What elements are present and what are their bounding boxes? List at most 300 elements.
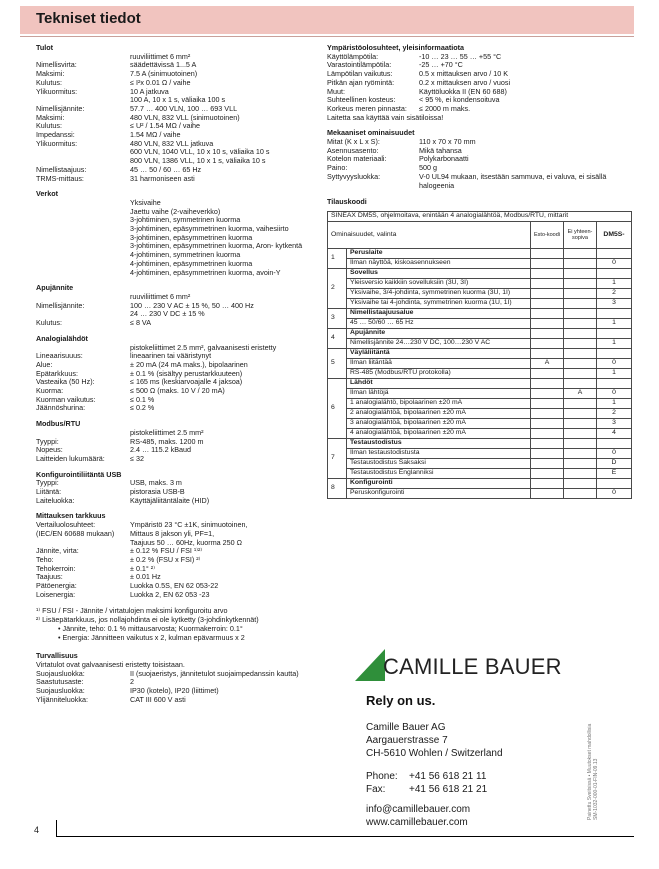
order-option-row — [328, 298, 632, 308]
spec-value: ± 0.12 % FSU / FSI ¹⁾²⁾ — [130, 546, 203, 556]
order-option-row — [328, 318, 632, 328]
order-cell-empty — [597, 248, 632, 258]
spec-row — [36, 497, 306, 506]
spec-label: Ylikuormitus: — [36, 138, 78, 148]
order-option-incompatible — [564, 398, 597, 408]
spec-section — [36, 190, 306, 277]
order-cell-empty — [564, 308, 597, 318]
spec-value: II (suojaeristys, jännitetulot suojaimpedanssin kautta) — [130, 668, 299, 678]
spec-label: Pitkän ajan ryömintä: — [327, 77, 395, 87]
order-option-block — [531, 368, 564, 378]
order-option-code: 4 — [597, 428, 632, 438]
phone-number: +41 56 618 21 11 — [409, 771, 487, 782]
order-group-title: Lähdöt — [347, 378, 531, 388]
order-option-code: 1 — [597, 278, 632, 288]
order-option-incompatible — [564, 258, 597, 268]
spec-value: ≤ 2000 m maks. — [419, 103, 471, 113]
spec-label: Maksimi: — [36, 112, 65, 122]
spec-label: Impedanssi: — [36, 130, 75, 140]
order-option-incompatible — [564, 488, 597, 498]
order-option-row — [328, 428, 632, 438]
order-option-row — [328, 368, 632, 378]
spec-value: ± 0.2 % (FSU x FSI) ²⁾ — [130, 554, 201, 564]
spec-value: ≤ 0.1 % — [130, 394, 155, 404]
spec-value: Jaettu vaihe (2-vaiheverkko) — [130, 206, 221, 216]
spec-value: -25 … +70 °C — [419, 60, 463, 70]
order-option-incompatible — [564, 358, 597, 368]
spec-row — [327, 155, 632, 164]
spec-section — [36, 44, 306, 183]
spec-label: Liitäntä: — [36, 487, 62, 497]
address-line-1: Camille Bauer AG — [366, 722, 446, 733]
camille-bauer-logo-icon — [355, 649, 385, 681]
order-cell-empty — [564, 478, 597, 488]
order-option-code: 2 — [597, 288, 632, 298]
order-option-row — [328, 418, 632, 428]
spec-value: Käyttöluokka II (EN 60 688) — [419, 86, 507, 96]
order-group-title: Konfigurointi — [347, 478, 531, 488]
order-cell-empty — [564, 248, 597, 258]
order-cell-empty — [531, 478, 564, 488]
order-option-block — [531, 468, 564, 478]
spec-value: pistorasia USB-B — [130, 487, 185, 497]
spec-value: 45 … 50 / 60 … 65 Hz — [130, 164, 202, 174]
spec-label: Loisenergia: — [36, 589, 76, 599]
order-option-row — [328, 358, 632, 368]
spec-value: lineaarinen tai vääristynyt — [130, 351, 212, 361]
spec-value: 0.5 x mittauksen arvo / 10 K — [419, 69, 509, 79]
order-option-label: Yksivaihe tai 4-johdinta, symmetrinen kuorma (1U, 1I) — [347, 298, 531, 308]
spec-value: 2.4 … 115.2 kBaud — [130, 445, 192, 455]
spec-label — [36, 148, 130, 157]
order-group-number: 5 — [328, 348, 347, 378]
spec-label: Muut: — [327, 86, 345, 96]
order-cell-empty — [531, 248, 564, 258]
footnote-2: ²⁾ Lisäepätarkkuus, jos nollajohdinta ei ole kytketty (3-johdinkytkennät) — [36, 615, 259, 625]
spec-label — [36, 260, 130, 269]
spec-value: 4-johtiminen, epäsymmetrinen kuorma — [130, 258, 253, 268]
spec-label — [36, 234, 130, 243]
spec-value: 3-johtiminen, symmetrinen kuorma — [130, 215, 241, 225]
spec-label — [36, 225, 130, 234]
order-option-label: Testaustodistus Englanniksi — [347, 468, 531, 478]
spec-section — [36, 512, 306, 599]
order-group-row — [328, 328, 632, 338]
spec-value: 110 x 70 x 70 mm — [419, 137, 476, 147]
spec-label: Kulutus: — [36, 121, 62, 131]
spec-row — [36, 319, 306, 328]
spec-value: 4-johtiminen, epäsymmetrinen kuorma, avoin-Y — [130, 267, 281, 277]
order-option-label: Testaustodistus Saksaksi — [347, 458, 531, 468]
order-code-table — [327, 211, 632, 499]
spec-value: Luokka 0.5S, EN 62 053-22 — [130, 581, 219, 591]
order-option-block — [531, 398, 564, 408]
spec-value: ± 0.01 Hz — [130, 572, 161, 582]
order-option-block — [531, 298, 564, 308]
section-title: Mekaaniset ominaisuudet — [327, 128, 415, 138]
spec-value: 3-johtiminen, epäsymmetrinen kuorma, vaihesiirto — [130, 224, 289, 234]
spec-value: USB, maks. 3 m — [130, 478, 182, 488]
spec-value: Taajuus 50 … 60Hz, kuorma 250 Ω — [130, 537, 243, 547]
left-column — [36, 44, 306, 705]
company-address — [366, 721, 503, 760]
order-option-code: 0 — [597, 258, 632, 268]
footnote-2a: • Jännite, teho: 0.1 % mittausarvosta; Kuormakerroin: 0.1° — [58, 623, 243, 633]
spec-label: Käyttölämpötila: — [327, 51, 379, 61]
order-option-label: 2 analogialähtöä, bipolaarinen ±20 mA — [347, 408, 531, 418]
order-option-block: A — [531, 358, 564, 368]
order-option-code: 3 — [597, 298, 632, 308]
spec-row — [36, 556, 306, 565]
spec-value: 3-johtiminen, epäsymmetrinen kuorma — [130, 232, 253, 242]
spec-label: Maksimi: — [36, 69, 65, 79]
spec-label: Nimellisjännite: — [36, 103, 85, 113]
order-group-title: Sovellus — [347, 268, 531, 278]
footer-rule — [56, 836, 634, 837]
order-option-row — [328, 458, 632, 468]
spec-label: Jäännöshurina: — [36, 403, 86, 413]
order-option-code: E — [597, 468, 632, 478]
safety-rows — [36, 670, 306, 705]
order-option-code: 1 — [597, 318, 632, 328]
order-option-code: 0 — [597, 488, 632, 498]
spec-value: 600 VLN, 1040 VLL, 10 x 10 s, väliaika 10 s — [130, 147, 270, 157]
order-cell-empty — [597, 478, 632, 488]
order-option-label: 1 analogialähtö, bipolaarinen ±20 mA — [347, 398, 531, 408]
spec-section — [327, 44, 632, 122]
order-group-row — [328, 438, 632, 448]
spec-value: RS-485, maks. 1200 m — [130, 436, 204, 446]
order-option-code: 1 — [597, 338, 632, 348]
spec-label: Tehokerroin: — [36, 563, 76, 573]
spec-row — [36, 404, 306, 413]
spec-label: Kuorman vaikutus: — [36, 394, 96, 404]
spec-section — [327, 129, 632, 190]
spec-value: ± 0.1° ²⁾ — [130, 563, 155, 573]
order-cell-empty — [597, 378, 632, 388]
spec-value: 500 g — [419, 163, 437, 173]
order-cell-empty — [564, 438, 597, 448]
order-option-label: Yleisversio kaikkiin sovelluksiin (3U, 3I) — [347, 278, 531, 288]
phone-label: Phone: — [366, 771, 398, 782]
spec-value: 24 … 230 V DC ± 15 % — [130, 309, 205, 319]
section-title: Analogialähdöt — [36, 333, 88, 343]
order-title: Tilauskoodi — [327, 197, 367, 207]
spec-section — [36, 420, 306, 464]
address-line-3: CH-5610 Wohlen / Switzerland — [366, 748, 503, 759]
footnotes — [36, 607, 306, 642]
order-option-block — [531, 318, 564, 328]
order-option-block — [531, 448, 564, 458]
spec-value: 7.5 A (sinimuotoinen) — [130, 69, 198, 79]
order-option-code: 0 — [597, 388, 632, 398]
spec-value: 2 — [130, 677, 134, 687]
spec-row — [36, 269, 306, 278]
order-option-incompatible — [564, 288, 597, 298]
spec-label — [36, 216, 130, 225]
spec-value: 100 … 230 V AC ± 15 %, 50 … 400 Hz — [130, 300, 254, 310]
right-sections — [327, 44, 632, 190]
order-cell-empty — [597, 268, 632, 278]
spec-value: ruuviliittimet 6 mm² — [130, 51, 191, 61]
spec-label — [36, 242, 130, 251]
order-cell-empty — [564, 378, 597, 388]
spec-label: (IEC/EN 60688 mukaan) — [36, 528, 115, 538]
spec-label: Suojausluokka: — [36, 668, 85, 678]
page-header — [20, 6, 634, 34]
order-option-code: 0 — [597, 448, 632, 458]
right-column — [327, 44, 632, 499]
order-option-row — [328, 388, 632, 398]
spec-label: Ylijänniteluokka: — [36, 694, 88, 704]
safety-intro: Virtatulot ovat galvaanisesti eristetty toisistaan. — [36, 660, 185, 669]
order-group-row — [328, 248, 632, 258]
order-cell-empty — [531, 308, 564, 318]
order-option-code: 1 — [597, 398, 632, 408]
order-option-incompatible — [564, 338, 597, 348]
spec-row — [36, 455, 306, 464]
header-divider — [20, 36, 634, 37]
order-option-row — [328, 448, 632, 458]
order-header-features: Ominaisuudet, valinta — [328, 221, 531, 248]
spec-label: Teho: — [36, 554, 54, 564]
spec-value: säädettävissä 1...5 A — [130, 60, 197, 70]
order-header-incompatible: Ei yhteen-sopiva — [564, 221, 597, 248]
order-cell-empty — [531, 268, 564, 278]
order-option-incompatible — [564, 418, 597, 428]
section-title: Mittauksen tarkkuus — [36, 511, 106, 521]
section-title: Apujännite — [36, 283, 74, 293]
spec-value: ≤ U² / 1.54 MΩ / vaihe — [130, 121, 201, 131]
spec-label — [36, 269, 130, 278]
spec-label: Kotelon materiaali: — [327, 154, 387, 164]
order-option-row — [328, 398, 632, 408]
order-header-code: DM5S- — [597, 221, 632, 248]
order-option-code: 1 — [597, 368, 632, 378]
order-option-label: 3 analogialähtöä, bipolaarinen ±20 mA — [347, 418, 531, 428]
section-title: Ympäristöolosuhteet, yleisinformaatiota — [327, 43, 464, 52]
order-option-incompatible — [564, 408, 597, 418]
fax-label: Fax: — [366, 784, 386, 795]
spec-value: 480 VLN, 832 VLL (sinimuotoinen) — [130, 112, 240, 122]
spec-label: Nimellisvirta: — [36, 60, 77, 70]
order-option-code: 2 — [597, 408, 632, 418]
spec-value: ≤ 0.2 % — [130, 403, 155, 413]
spec-value: 31 harmoniseen asti — [130, 173, 195, 183]
order-group-row — [328, 478, 632, 488]
spec-value: 3-johtiminen, epäsymmetrinen kuorma, Aron- kytkentä — [130, 241, 303, 251]
order-option-code: D — [597, 458, 632, 468]
order-option-incompatible — [564, 368, 597, 378]
spec-label: Vasteaika (50 Hz): — [36, 377, 95, 387]
spec-value: ≤ 165 ms (keskiarvoajalle 4 jaksoa) — [130, 377, 243, 387]
spec-label: Alue: — [36, 359, 53, 369]
order-option-block — [531, 408, 564, 418]
spec-value: ≤ I²x 0.01 Ω / vaihe — [130, 77, 191, 87]
order-option-label: 45 … 50/60 … 65 Hz — [347, 318, 531, 328]
spec-value: ≤ 500 Ω (maks. 10 V / 20 mA) — [130, 386, 225, 396]
spec-label: Nimellistaajuus: — [36, 164, 87, 174]
order-group-row — [328, 378, 632, 388]
order-option-label: Peruskonfigurointi — [347, 488, 531, 498]
spec-label: Lämpötilan vaikutus: — [327, 69, 393, 79]
spec-value: -10 … 23 … 55 … +55 °C — [419, 51, 502, 61]
spec-label: Lineaarisuuus: — [36, 351, 83, 361]
order-cell-empty — [597, 308, 632, 318]
spec-label: Vertailuolosuhteet: — [36, 520, 96, 530]
spec-label: Paino: — [327, 163, 348, 173]
spec-label — [36, 199, 130, 208]
order-cell-empty — [531, 438, 564, 448]
order-option-label: Ilman näyttöä, kiskoasennukseen — [347, 258, 531, 268]
section-title: Konfigurointiliitäntä USB — [36, 469, 122, 479]
email-link[interactable]: info@camillebauer.com — [366, 804, 471, 815]
spec-label: Varastointilämpötila: — [327, 60, 392, 70]
spec-label: Laitteiden lukumäärä: — [36, 453, 105, 463]
order-option-code: 3 — [597, 418, 632, 428]
website-link[interactable]: www.camillebauer.com — [366, 817, 468, 828]
spec-value: 4-johtiminen, symmetrinen kuorma — [130, 250, 241, 260]
spec-value: 0.2 x mittauksen arvo / vuosi — [419, 77, 511, 87]
order-cell-empty — [531, 378, 564, 388]
order-group-title: Apujännite — [347, 328, 531, 338]
spec-value: 480 VLN, 832 VLL jatkuva — [130, 138, 214, 148]
order-group-number: 2 — [328, 268, 347, 308]
order-option-incompatible — [564, 458, 597, 468]
spec-label: Ylikuormitus: — [36, 86, 78, 96]
order-option-incompatible — [564, 428, 597, 438]
order-group-title: Peruslaite — [347, 248, 531, 258]
contact-block — [366, 770, 487, 796]
section-title: Modbus/RTU — [36, 419, 81, 429]
order-cell-empty — [597, 438, 632, 448]
left-sections — [36, 44, 306, 599]
page-number: 4 — [34, 825, 40, 835]
order-cell-empty — [564, 268, 597, 278]
footer-rule-vertical — [56, 820, 57, 837]
order-option-code: 0 — [597, 358, 632, 368]
order-option-label: 4 analogialähtöä, bipolaarinen ±20 mA — [347, 428, 531, 438]
order-header-block: Esto-koodi — [531, 221, 564, 248]
order-group-number: 4 — [328, 328, 347, 348]
order-option-label: Ilman liitäntää — [347, 358, 531, 368]
order-option-row — [328, 468, 632, 478]
spec-label: Kulutus: — [36, 318, 62, 328]
order-option-block — [531, 458, 564, 468]
spec-value: Käyttäjäliitäntälaite (HID) — [130, 495, 210, 505]
order-option-label: RS-485 (Modbus/RTU protokolla) — [347, 368, 531, 378]
order-group-title: Testaustodistus — [347, 438, 531, 448]
order-option-row — [328, 408, 632, 418]
spec-value: Yksivaihe — [130, 197, 161, 207]
order-option-label: Nimellisjännite 24…230 V DC, 100…230 V AC — [347, 338, 531, 348]
order-option-label: Ilman lähtöjä — [347, 388, 531, 398]
order-option-incompatible — [564, 298, 597, 308]
spec-label: Saastutusaste: — [36, 677, 84, 687]
spec-label — [36, 251, 130, 260]
spec-value: pistokeliittimet 2.5 mm² — [130, 427, 204, 437]
spec-value: 800 VLN, 1386 VLL, 10 x 1 s, väliaika 10 s — [130, 156, 266, 166]
order-option-label: Yksivaihe, 3/4-johdinta, symmetrinen kuorma (3U, 1I) — [347, 288, 531, 298]
spec-label: Pätöenergia: — [36, 581, 77, 591]
spec-value: CAT III 600 V asti — [130, 694, 186, 704]
fax-number: +41 56 618 21 21 — [409, 784, 488, 795]
order-group-number: 7 — [328, 438, 347, 478]
spec-value: ± 20 mA (24 mA maks.), bipolaarinen — [130, 359, 248, 369]
spec-row — [36, 175, 306, 184]
spec-label: Korkeus meren pinnasta: — [327, 103, 407, 113]
order-option-incompatible — [564, 468, 597, 478]
brand-name: CAMILLE BAUER — [383, 654, 562, 679]
spec-value: ≤ 32 — [130, 453, 144, 463]
order-cell-empty — [531, 328, 564, 338]
spec-value: 57.7 … 400 VLN, 100 … 693 VLL — [130, 103, 238, 113]
order-group-row — [328, 348, 632, 358]
spec-section — [36, 471, 306, 506]
spec-value: Ympäristö 23 °C ±1K, sinimuotoinen, — [130, 520, 248, 530]
spec-label: Tyyppi: — [36, 478, 59, 488]
order-option-block — [531, 338, 564, 348]
spec-label: Kuorma: — [36, 386, 64, 396]
address-line-2: Aargauerstrasse 7 — [366, 735, 448, 746]
spec-value: 10 A jatkuva — [130, 86, 169, 96]
spec-label: Asennusasento: — [327, 145, 379, 155]
spec-label — [36, 208, 130, 217]
section-safety — [36, 652, 306, 704]
order-group-number: 1 — [328, 248, 347, 268]
spec-label: Laiteluokka: — [36, 495, 75, 505]
spec-value: Polykarbonaatti — [419, 154, 469, 164]
section-note: Laitetta saa käyttää vain sisätiloissa! — [327, 112, 444, 122]
order-cell-empty — [597, 328, 632, 338]
spec-section — [36, 284, 306, 328]
order-cell-empty — [531, 348, 564, 358]
spec-value: pistokeliittimet 2.5 mm², galvaanisesti eristetty — [130, 342, 277, 352]
order-option-incompatible: A — [564, 388, 597, 398]
spec-value: 1.54 MΩ / vaihe — [130, 130, 181, 140]
order-cell-empty — [597, 348, 632, 358]
order-option-incompatible — [564, 318, 597, 328]
spec-value: V-0 UL94 mukaan, itsestään sammuva, ei valuva, ei sisällä halogeenia — [419, 171, 607, 190]
order-option-incompatible — [564, 448, 597, 458]
order-option-row — [328, 338, 632, 348]
print-note: Painettu Sveitsissä • Muutokset mahdollisia SM-1032-000-01-FIN-09.13 — [587, 723, 599, 820]
order-option-block — [531, 488, 564, 498]
footnote-2b: • Energia: Jännitteen vaikutus x 2, kulman epävarmuus x 2 — [58, 632, 245, 642]
safety-title: Turvallisuus — [36, 651, 78, 661]
spec-label: Taajuus: — [36, 572, 63, 582]
page-title: Tekniset tiedot — [36, 10, 141, 27]
order-cell-empty — [564, 348, 597, 358]
order-option-label: Ilman testaustodistusta — [347, 448, 531, 458]
order-option-row — [328, 258, 632, 268]
order-option-row — [328, 288, 632, 298]
brand-slogan: Rely on us. — [366, 693, 436, 708]
spec-label: Jännite, virta: — [36, 546, 79, 556]
order-option-block — [531, 258, 564, 268]
spec-value: IP30 (kotelo), IP20 (liittimet) — [130, 686, 219, 696]
spec-label: Kulutus: — [36, 77, 62, 87]
spec-section — [36, 335, 306, 413]
section-title: Verkot — [36, 189, 58, 199]
order-cell-empty — [564, 328, 597, 338]
spec-label: Suhteellinen kosteus: — [327, 95, 396, 105]
order-group-row — [328, 268, 632, 278]
spec-value: Mittaus 8 jakson yli, PF=1, — [130, 528, 215, 538]
spec-label: Nimellisjännite: — [36, 300, 85, 310]
spec-row — [36, 565, 306, 574]
spec-value: Mikä tahansa — [419, 145, 462, 155]
